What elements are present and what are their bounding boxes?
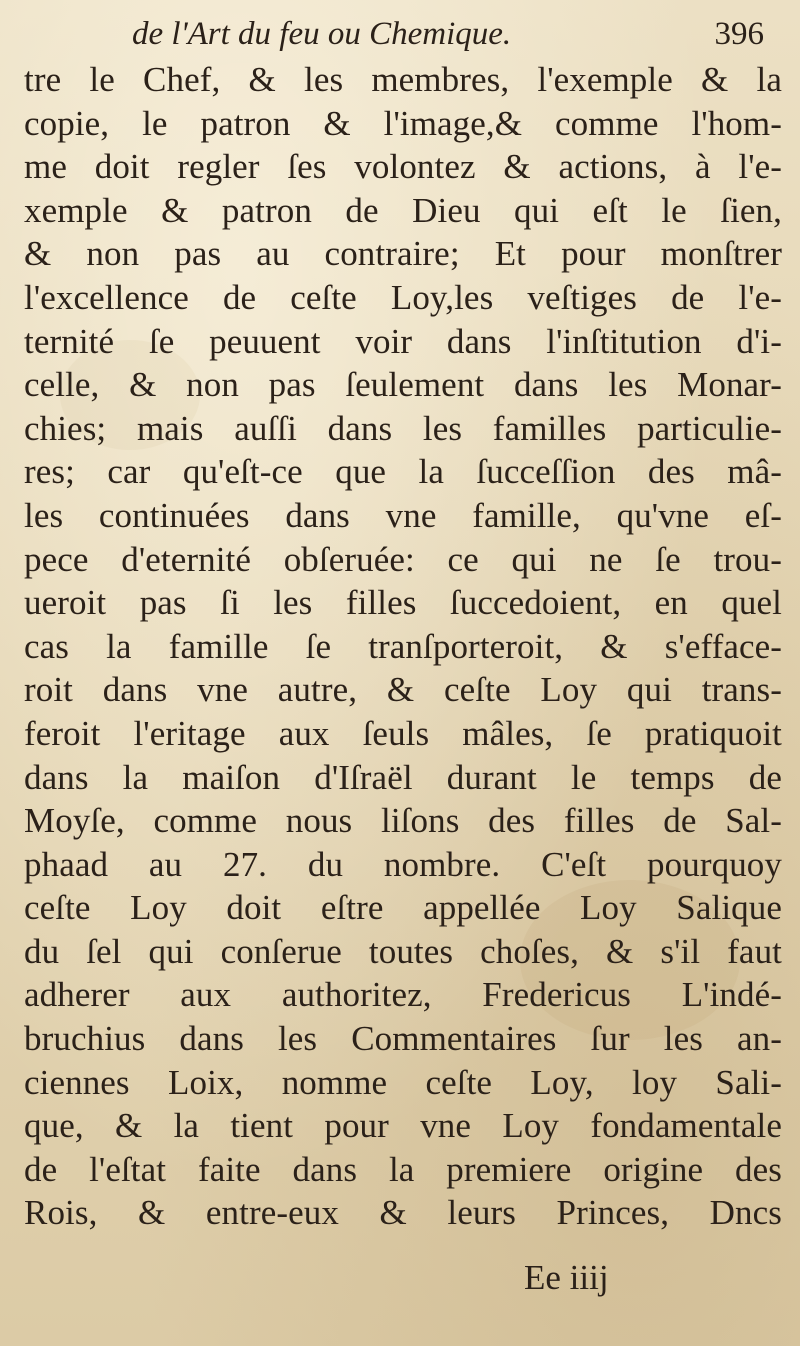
text-line: xemple & patron de Dieu qui eſt le ſien, <box>24 190 782 230</box>
text-line: les continuées dans vne famille, qu'vne eſ- <box>24 495 782 535</box>
text-line: dans la maiſon d'Iſraël durant le temps de <box>24 757 782 797</box>
text-line: ciennes Loix, nomme ceſte Loy, loy Sali- <box>24 1062 782 1102</box>
text-line: res; car qu'eſt-ce que la ſucceſſion des mâ- <box>24 452 782 492</box>
text-line: pece d'eternité obſeruée: ce qui ne ſe trou- <box>24 539 782 579</box>
text-line: phaad au 27. du nombre. C'eſt pourquoy <box>24 844 782 884</box>
text-line: tre le Chef, & les membres, l'exemple & la <box>24 60 782 99</box>
body-text <box>24 58 782 1235</box>
text-line: copie, le patron & l'image,& comme l'hom- <box>24 103 782 143</box>
text-line: l'excellence de ceſte Loy,les veſtiges de l'e- <box>24 277 782 317</box>
text-line: bruchius dans les Commentaires ſur les an- <box>24 1019 782 1059</box>
running-head-title: de l'Art du feu ou Chemique. <box>132 16 512 52</box>
running-head <box>0 12 800 56</box>
text-line: du ſel qui conſerue toutes choſes, & s'il faut <box>24 931 782 971</box>
text-line: que, & la tient pour vne Loy fondamentale <box>24 1106 782 1146</box>
text-line: de l'eſtat faite dans la premiere origine des <box>24 1149 782 1189</box>
text-line: & non pas au contraire; Et pour monſtrer <box>24 234 782 274</box>
text-line: me doit regler ſes volontez & actions, à l'e- <box>24 147 782 187</box>
catchword-signature: Ee iiij <box>524 1258 609 1297</box>
text-line: roit dans vne autre, & ceſte Loy qui trans- <box>24 670 782 710</box>
text-line: ternité ſe peuuent voir dans l'inſtitution d'i- <box>24 321 782 361</box>
page-number: 396 <box>714 16 764 52</box>
text-line: feroit l'eritage aux ſeuls mâles, ſe pratiquoit <box>24 713 782 753</box>
text-line: chies; mais auſſi dans les familles particulie- <box>24 408 782 448</box>
text-line: Rois, & entre-eux & leurs Princes, Dncs <box>24 1193 782 1233</box>
text-line: ueroit pas ſi les filles ſuccedoient, en quel <box>24 583 782 623</box>
text-line: celle, & non pas ſeulement dans les Monar- <box>24 365 782 405</box>
text-line: adherer aux authoritez, Fredericus L'indé- <box>24 975 782 1015</box>
text-line: Moyſe, comme nous liſons des filles de Sal- <box>24 801 782 841</box>
text-line: cas la famille ſe tranſporteroit, & s'efface- <box>24 626 782 666</box>
text-line: ceſte Loy doit eſtre appellée Loy Salique <box>24 888 782 928</box>
